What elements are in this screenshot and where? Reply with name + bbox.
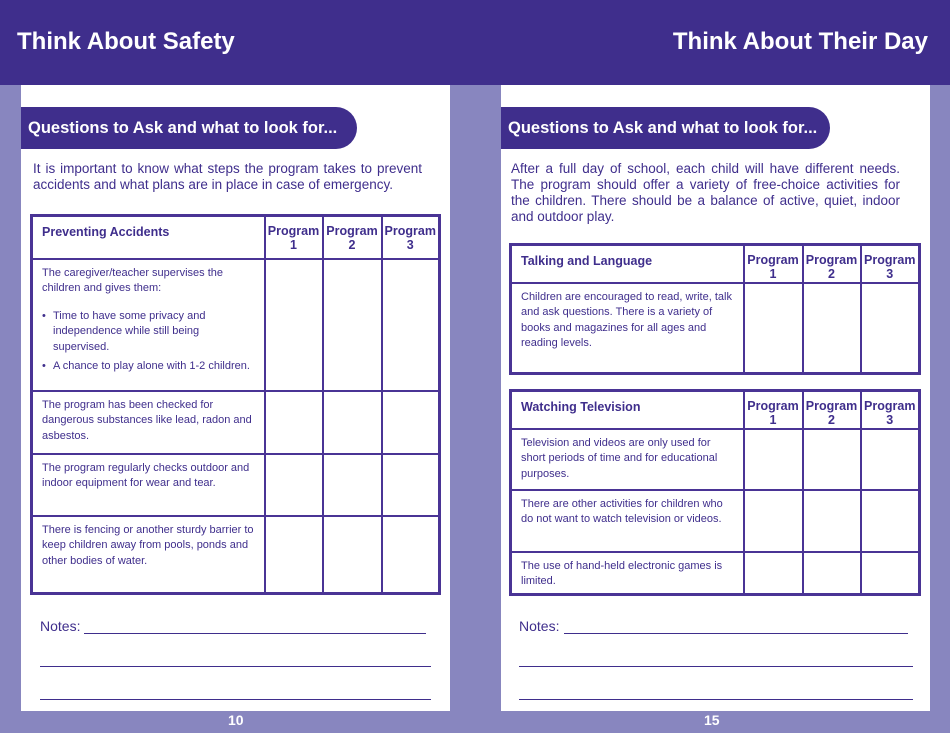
row-description: Children are encouraged to read, write, talk and ask questions. There is a variety of books and magazines for all ages and reading levels. (511, 283, 744, 374)
left-intro: It is important to know what steps the program takes to prevent accidents and what plans are in place in case of emergency. (33, 161, 422, 192)
table-row (32, 454, 440, 516)
program-1-cell[interactable] (744, 490, 803, 552)
table-header-row (511, 245, 920, 283)
left-page (21, 85, 450, 711)
left-page-title: Think About Safety (17, 28, 235, 55)
column-header: Program 2 (803, 391, 861, 429)
program-2-cell[interactable] (323, 516, 382, 594)
table-title: Watching Television (511, 391, 744, 429)
bullet-item: • Time to have some privacy and independence while still being supervised. (42, 309, 256, 356)
table-row (511, 490, 920, 552)
row-description: Television and videos are only used for short periods of time and for educational purposes. (511, 429, 744, 490)
program-2-cell[interactable] (803, 490, 861, 552)
program-3-cell[interactable] (861, 429, 920, 490)
row-description: There is fencing or another sturdy barrier to keep children away from pools, ponds and other bodies of water. (32, 516, 265, 594)
row-description: There are other activities for children who do not want to watch television or videos. (511, 490, 744, 552)
preventing-accidents-table (30, 214, 441, 595)
left-page-number: 10 (228, 712, 244, 728)
column-header: Program 1 (744, 245, 803, 283)
notes-line[interactable] (40, 666, 431, 667)
row-text: The caregiver/teacher supervises the children and gives them: (42, 266, 223, 294)
table-header-row (32, 216, 440, 259)
notes-label: Notes: (519, 618, 560, 634)
program-3-cell[interactable] (382, 454, 440, 516)
column-header: Program 3 (861, 391, 920, 429)
program-3-cell[interactable] (382, 259, 440, 391)
right-section-title: Questions to Ask and what to look for... (501, 107, 830, 149)
column-header: Program 3 (861, 245, 920, 283)
talking-language-table (509, 243, 921, 375)
left-section-title: Questions to Ask and what to look for... (21, 107, 357, 149)
row-description (32, 259, 265, 391)
program-1-cell[interactable] (744, 283, 803, 374)
column-header: Program 2 (803, 245, 861, 283)
column-header: Program 2 (323, 216, 382, 259)
program-3-cell[interactable] (382, 391, 440, 454)
row-description: The program regularly checks outdoor and indoor equipment for wear and tear. (32, 454, 265, 516)
table-row (511, 283, 920, 374)
program-2-cell[interactable] (803, 552, 861, 595)
column-header: Program 1 (265, 216, 323, 259)
row-description: The use of hand-held electronic games is limited. (511, 552, 744, 595)
notes-line[interactable] (84, 633, 426, 634)
bullet-list (42, 309, 256, 375)
column-header: Program 1 (744, 391, 803, 429)
table-row (32, 259, 440, 391)
notes-line[interactable] (519, 699, 913, 700)
right-page (501, 85, 930, 711)
notes-label: Notes: (40, 618, 81, 634)
program-2-cell[interactable] (323, 259, 382, 391)
notes-line[interactable] (519, 666, 913, 667)
program-2-cell[interactable] (323, 454, 382, 516)
program-1-cell[interactable] (744, 552, 803, 595)
bullet-item: • A chance to play alone with 1-2 children. (42, 359, 256, 375)
row-description: The program has been checked for dangerous substances like lead, radon and asbestos. (32, 391, 265, 454)
program-1-cell[interactable] (265, 259, 323, 391)
table-row (511, 429, 920, 490)
watching-television-table (509, 389, 921, 596)
table-title: Talking and Language (511, 245, 744, 283)
table-title: Preventing Accidents (32, 216, 265, 259)
column-header: Program 3 (382, 216, 440, 259)
program-3-cell[interactable] (861, 552, 920, 595)
table-row (32, 516, 440, 594)
program-3-cell[interactable] (382, 516, 440, 594)
notes-line[interactable] (564, 633, 908, 634)
program-2-cell[interactable] (323, 391, 382, 454)
program-1-cell[interactable] (265, 516, 323, 594)
right-page-title: Think About Their Day (672, 28, 928, 55)
program-1-cell[interactable] (744, 429, 803, 490)
program-3-cell[interactable] (861, 490, 920, 552)
program-2-cell[interactable] (803, 283, 861, 374)
program-3-cell[interactable] (861, 283, 920, 374)
right-page-number: 15 (704, 712, 720, 728)
table-header-row (511, 391, 920, 429)
table-row (32, 391, 440, 454)
program-1-cell[interactable] (265, 391, 323, 454)
notes-line[interactable] (40, 699, 431, 700)
program-2-cell[interactable] (803, 429, 861, 490)
program-1-cell[interactable] (265, 454, 323, 516)
table-row (511, 552, 920, 595)
right-intro: After a full day of school, each child will have different needs. The program should offer a variety of free-choice activities for the children. There should be a balance of active, quiet, indoor and outdoor play. (511, 161, 900, 224)
